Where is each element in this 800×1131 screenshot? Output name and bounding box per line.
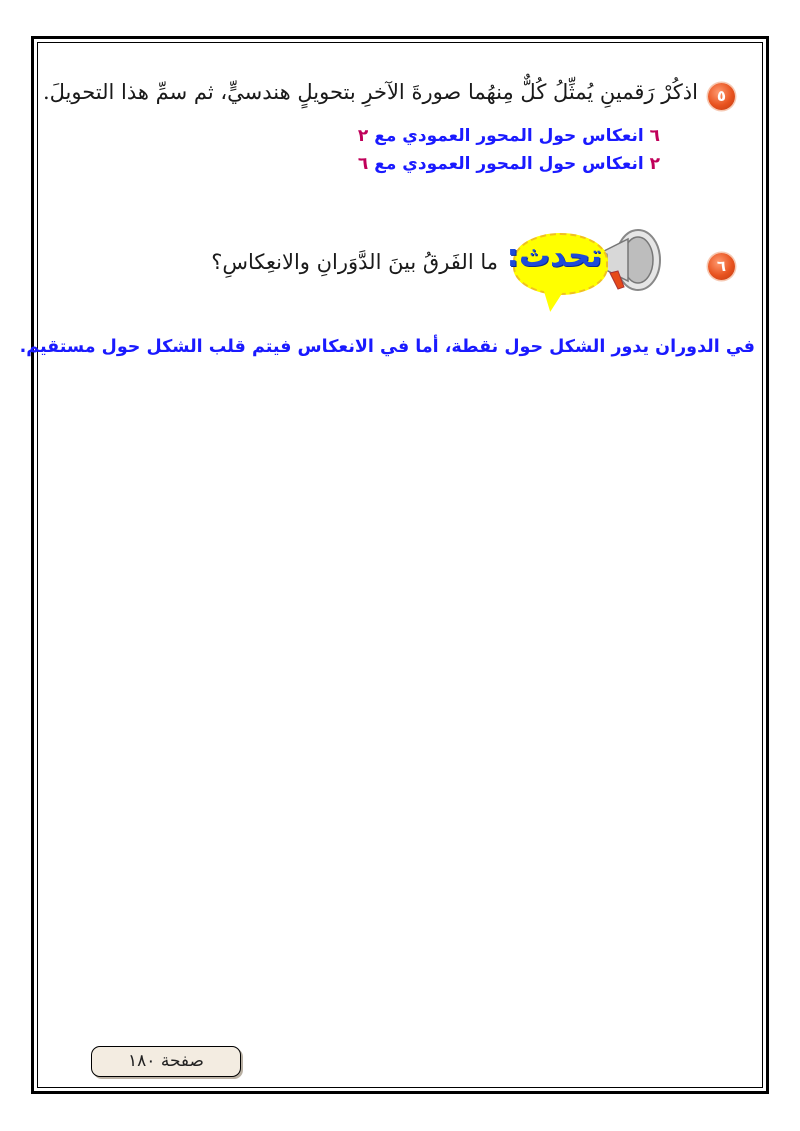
- answer-5-line-2-tail-number: ٦: [357, 154, 369, 174]
- answer-5-line-2-text: انعكاس حول المحور العمودي مع: [374, 154, 644, 174]
- page-frame-inner: [37, 42, 763, 1088]
- answer-5-line-2-lead-number: ٢: [649, 154, 660, 174]
- answer-5-line-1-text: انعكاس حول المحور العمودي مع: [374, 126, 644, 146]
- question-5-text: اذكُرْ رَقمينِ يُمثِّلُ كُلٌّ مِنهُما صورةَ الآخرِ بتحويلٍ هندسيٍّ، ثم سمِّ هذا التحويلَ.: [42, 80, 698, 104]
- question-5-number-badge: ٥: [708, 83, 735, 110]
- question-6-number-badge: ٦: [708, 253, 735, 280]
- answer-5-line-1-tail-number: ٢: [357, 126, 369, 146]
- answer-6-sentence: في الدوران يدور الشكل حول نقطة، أما في الانعكاس فيتم قلب الشكل حول مستقيم.: [19, 337, 755, 357]
- talk-bubble-tail: [538, 284, 565, 313]
- question-6-text: ما الفَرقُ بينَ الدَّوَرانِ والانعِكاسِ؟: [211, 250, 498, 274]
- answer-6-text: [20, 337, 755, 357]
- talk-label: تحدث:: [506, 238, 602, 274]
- page-number-label: صفحة ١٨٠: [91, 1046, 241, 1077]
- answer-5-line-1-lead-number: ٦: [649, 126, 660, 146]
- answer-5-line-1: [358, 126, 660, 146]
- answer-5-line-2: [358, 154, 660, 174]
